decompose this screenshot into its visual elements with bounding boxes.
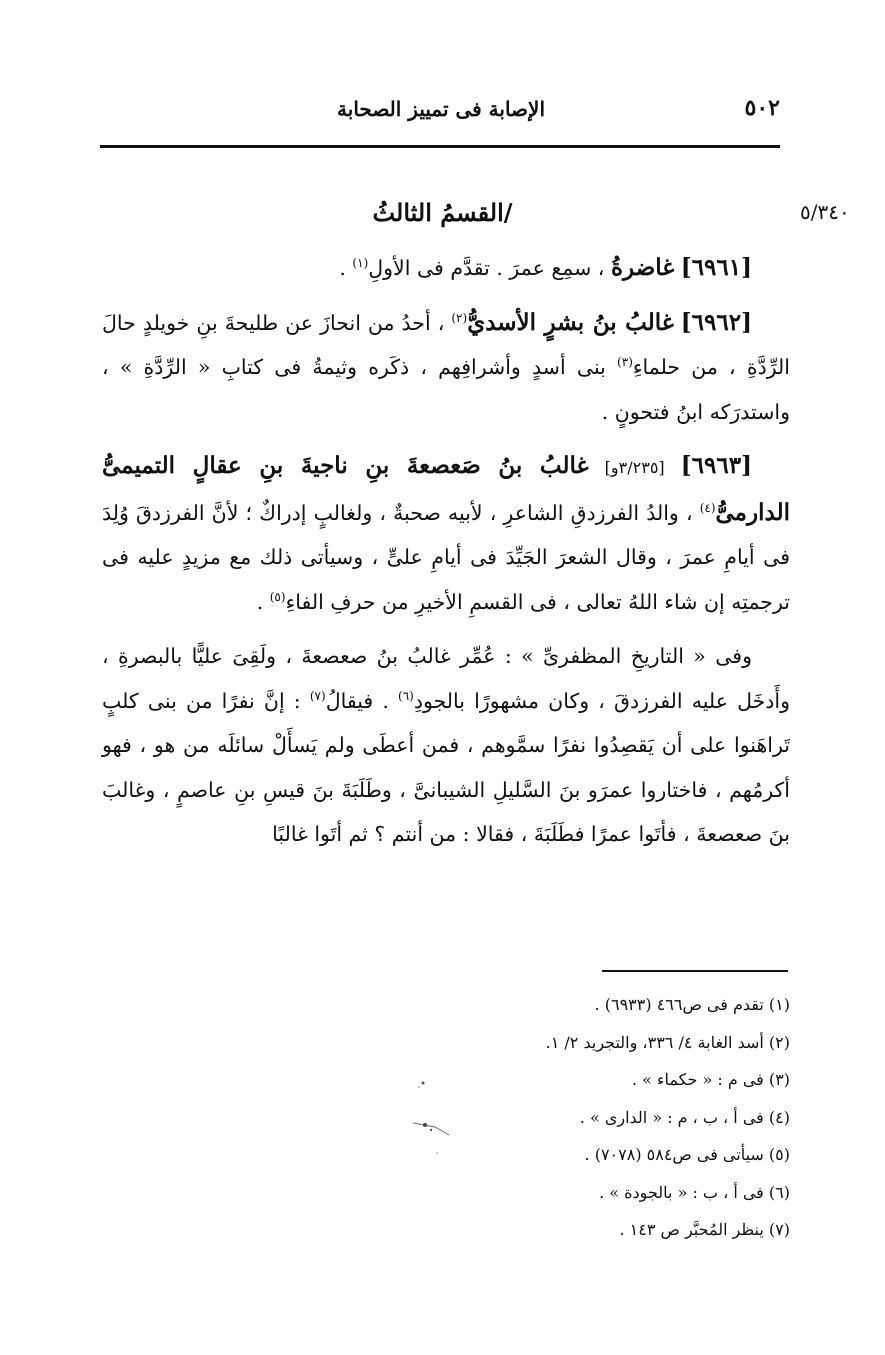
- entry-text: ، أحدُ من انحازَ عن طليحةَ بنِ خويلدٍ حالَ الرِّدَّةِ ، من حلماءِ: [102, 310, 790, 379]
- entry-number: [٦٩٦٣]: [680, 452, 752, 479]
- footnote-marker: (١): [352, 256, 369, 271]
- footnote-marker: (٧): [309, 688, 326, 703]
- entry-tail: .: [256, 589, 264, 614]
- running-title: الإصابة فى تمييز الصحابة: [337, 97, 545, 121]
- footnote-1: (١) تقدم فى ص٤٦٦ (٦٩٣٣) .: [594, 995, 790, 1014]
- paragraph-text: . فيقالُ: [325, 688, 389, 713]
- footnote-6: (٦) فى أ ، ب : « بالجودة » .: [599, 1182, 790, 1202]
- entry-name: غالبُ بنُ بشرٍ الأسديُّ: [467, 308, 674, 336]
- margin-reference: ٥/٣٤٠: [800, 200, 850, 224]
- footnote-marker: (٢): [451, 310, 468, 325]
- volume-reference: [٣/٢٣٥و]: [604, 458, 665, 477]
- entry-text: بنى أسدٍ وأشرافِهم ، ذكَره وثيمةُ فى كتابِ « الرِّدَّةِ » ، واستدرَكه ابنُ فتحونٍ .: [102, 355, 790, 424]
- footnote-4: (٤) فى أ ، ب ، م : « الدارى » .: [579, 1107, 790, 1127]
- paragraph-tarikh: [102, 634, 790, 857]
- footnote-rule: [602, 970, 788, 972]
- entry-number: [٦٩٦١]: [680, 254, 752, 281]
- footnotes: [300, 990, 790, 1253]
- entry-tail: .: [339, 256, 346, 280]
- footnote-3: (٣) فى م : « حكماء » .: [631, 1070, 790, 1089]
- main-text: [102, 246, 790, 867]
- footnote-5: (٥) سيأتى فى ص٥٨٤ (٧٠٧٨) .: [584, 1145, 790, 1164]
- entry-6962: [102, 301, 790, 435]
- header-rule: [100, 145, 780, 148]
- paragraph-text: : إنَّ نفرًا من بنى كلبٍ تَراهَنوا على أن يَقصِدُوا نفرًا سمَّوهم ، فمن أعطَى ولم يَسأَلْ سائلَه من هو ، فهو أكرمُهم ، فاختاروا عمرَو بنَ السَّليلِ الشيبانىَّ ، وطَلَبَةَ بنَ قيسِ بنِ عاصمٍ ، وغالبَ بنَ صعصعةَ ، فأتَوا عمرًا فطَلَبَةَ ، فقالا : من أنتم ؟ ثم أتَوا غالبًا: [102, 688, 790, 846]
- page-header: [100, 95, 790, 131]
- section-title: /القسمُ الثالثُ: [372, 198, 513, 227]
- footnote-marker: (٣): [617, 355, 633, 370]
- entry-name: غالبُ بنُ صَعصعةَ بنِ ناجيةَ بنِ عقالٍ التميمىُّ الدارمىُّ: [102, 452, 790, 526]
- scan-specks: [405, 1075, 455, 1165]
- paragraph-text: وفى « التاريخِ المظفرىِّ » : عُمِّر غالبُ بنُ صعصعةَ ، ولَقِىَ عليًّا بالبصرةِ ، وأَدخَل عليه الفرزدقَ ، وكان مشهورًا بالجودِ: [102, 644, 791, 713]
- page-number: ٥٠٢: [744, 95, 780, 121]
- footnote-2: (٢) أسد الغابة ٤/ ٣٣٦، والتجريد ٢/ ١.: [545, 1032, 790, 1052]
- entry-6961: [102, 246, 790, 291]
- entry-6963: [102, 444, 790, 624]
- footnote-marker: (٥): [269, 589, 286, 604]
- entry-number: [٦٩٦٢]: [680, 308, 752, 336]
- entry-name: غاضرةُ: [610, 254, 675, 281]
- footnote-marker: (٤): [699, 500, 716, 515]
- entry-text: ، والدُ الفرزدقِ الشاعرِ ، لأبيه صحبةٌ ، ولغالبٍ إدراكٌ ؛ لأنَّ الفرزدقَ وُلِدَ فى أيامِ عمرَ ، وقال الشعرَ الجَيِّدَ فى أيامِ علىٍّ ، وسيأتى ذلك مع مزيدٍ عليه فى ترجمتِه إن شاء اللهُ تعالى ، فى القسمِ الأخيرِ من حرفِ الفاءِ: [102, 500, 790, 614]
- footnote-marker: (٦): [398, 688, 414, 703]
- entry-text: ، سمِع عمرَ . تقدَّم فى الأولِ: [368, 256, 605, 280]
- footnote-7: (٧) ينظر المُحبَّر ص ١٤٣ .: [619, 1220, 790, 1239]
